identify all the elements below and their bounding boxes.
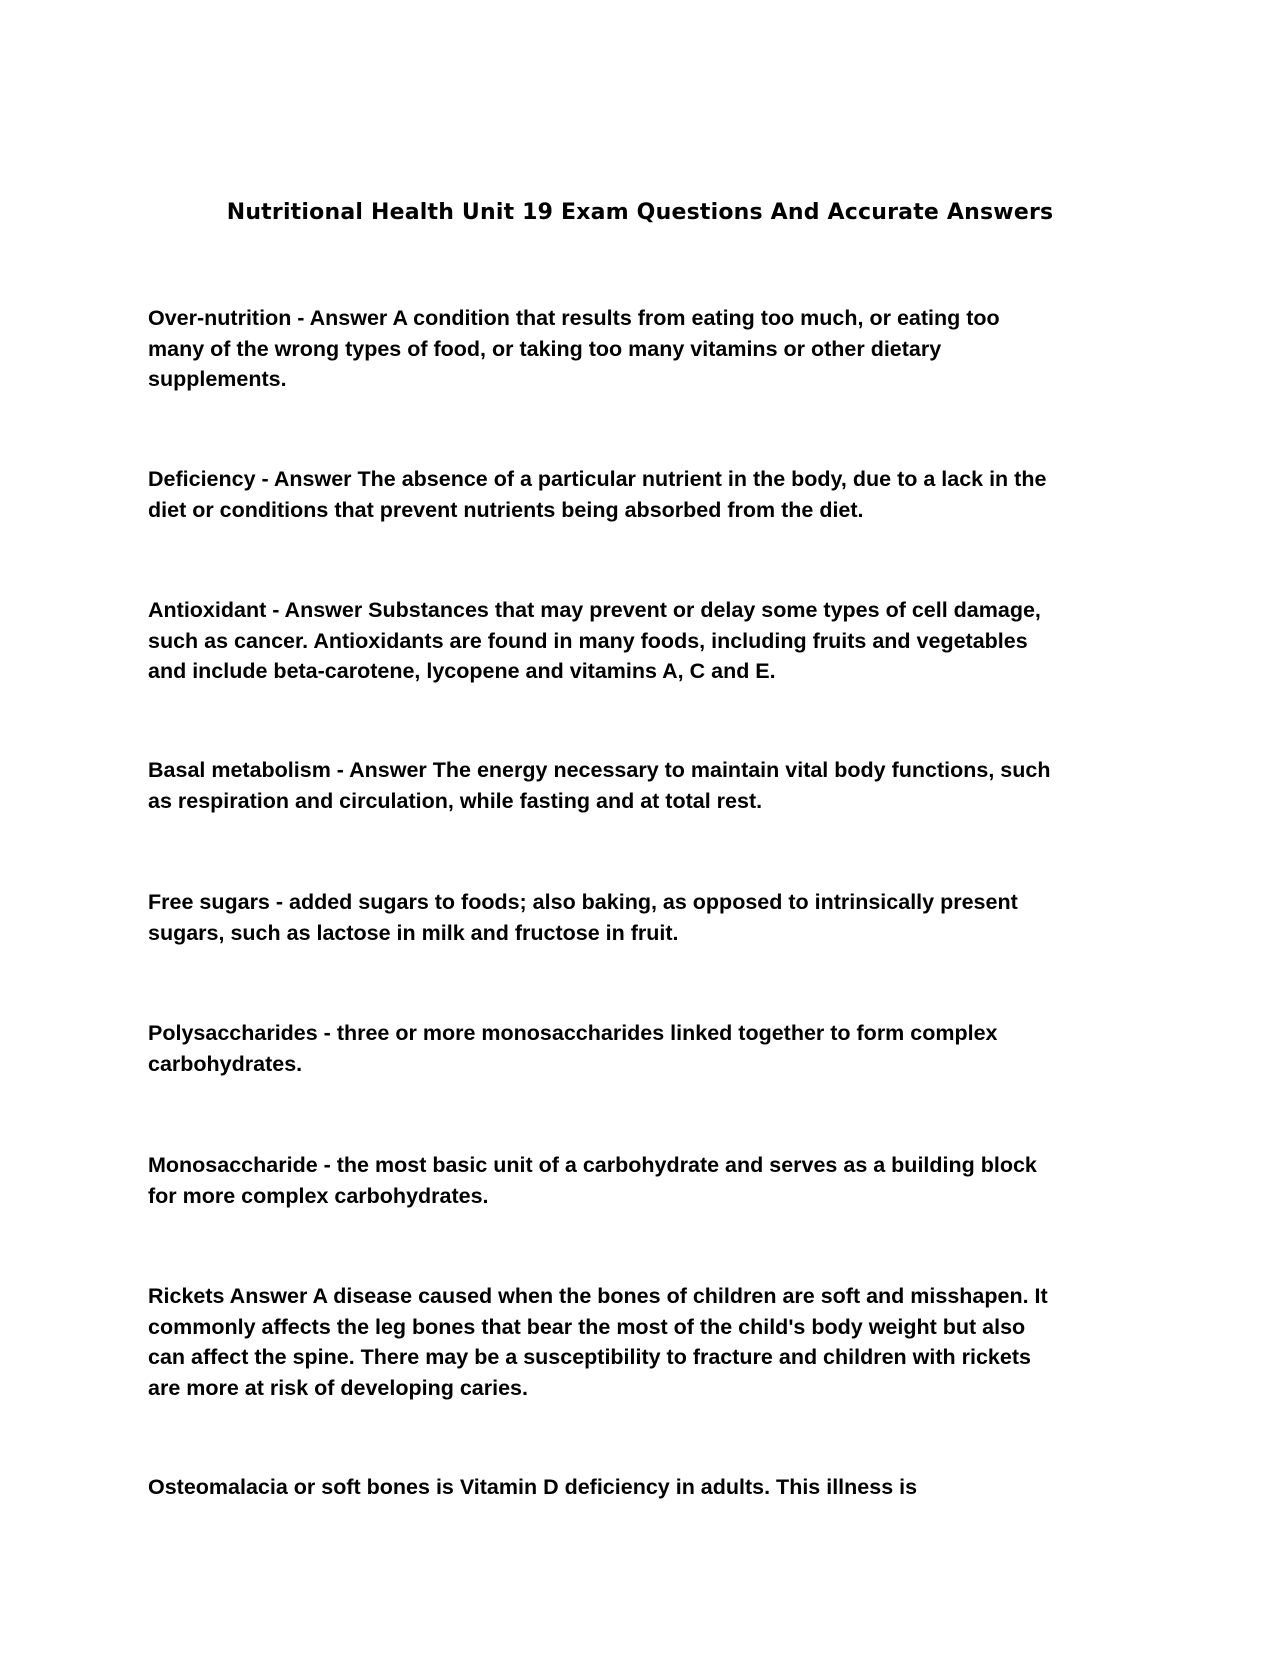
entry-monosaccharide	[148, 1150, 1138, 1211]
entry-line: Rickets Answer A disease caused when the bones of children are soft and misshapen. It	[148, 1284, 1048, 1308]
entry-rickets	[148, 1281, 1138, 1403]
entry-line: are more at risk of developing caries.	[148, 1375, 528, 1400]
entry-antioxidant	[148, 595, 1138, 687]
entry-line: commonly affects the leg bones that bear the most of the child's body weight but also	[148, 1314, 1026, 1339]
entry-line: diet or conditions that prevent nutrients being absorbed from the diet.	[148, 497, 864, 522]
entry-over-nutrition	[148, 303, 1138, 395]
document-title: Nutritional Health Unit 19 Exam Questions And Accurate Answers	[226, 200, 1054, 225]
entry-line: and include beta-carotene, lycopene and vitamins A, C and E.	[148, 659, 776, 683]
entry-line: many of the wrong types of food, or taking too many vitamins or other dietary	[148, 336, 942, 361]
entry-line: Basal metabolism - Answer The energy necessary to maintain vital body functions, such	[148, 758, 1051, 782]
entry-osteomalacia	[148, 1472, 1138, 1503]
entry-line: Free sugars - added sugars to foods; also baking, as opposed to intrinsically present	[148, 890, 1018, 914]
entry-polysaccharides	[148, 1018, 1138, 1079]
entry-line: Polysaccharides - three or more monosaccharides linked together to form complex	[148, 1021, 998, 1045]
entry-line: as respiration and circulation, while fasting and at total rest.	[148, 788, 763, 813]
entry-line: Over-nutrition - Answer A condition that results from eating too much, or eating too	[148, 306, 1000, 330]
entry-free-sugars	[148, 887, 1138, 948]
entry-line: Antioxidant - Answer Substances that may prevent or delay some types of cell damage,	[148, 598, 1041, 622]
entry-line: Osteomalacia or soft bones is Vitamin D deficiency in adults. This illness is	[148, 1475, 918, 1499]
entry-line: for more complex carbohydrates.	[148, 1183, 489, 1208]
entry-basal-metabolism	[148, 755, 1138, 816]
entry-line: can affect the spine. There may be a susceptibility to fracture and children with rickets	[148, 1345, 1031, 1369]
entry-line: supplements.	[148, 367, 287, 391]
entry-line: carbohydrates.	[148, 1051, 303, 1076]
entry-line: Monosaccharide - the most basic unit of a carbohydrate and serves as a building block	[148, 1153, 1037, 1177]
entry-deficiency	[148, 464, 1138, 525]
entry-line: sugars, such as lactose in milk and fructose in fruit.	[148, 920, 679, 945]
entry-line: Deficiency - Answer The absence of a particular nutrient in the body, due to a lack in the	[148, 467, 1047, 491]
entry-line: such as cancer. Antioxidants are found in many foods, including fruits and vegetables	[148, 628, 1028, 653]
